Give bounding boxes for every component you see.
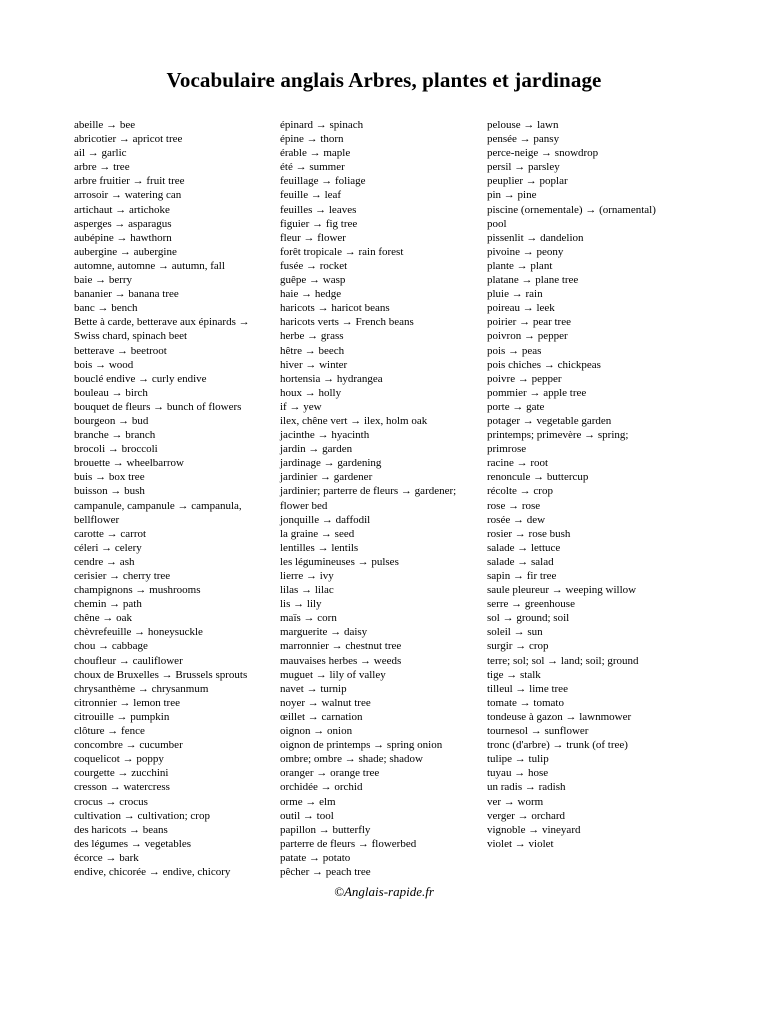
vocabulary-entry: hiver → winter <box>280 358 348 371</box>
vocabulary-entry: hêtre → beech <box>280 344 345 357</box>
vocabulary-entry: bourgeon → bud <box>74 414 149 427</box>
vocabulary-entry: ail → garlic <box>74 147 127 160</box>
page-title: Vocabulaire anglais Arbres, plantes et jardinage <box>166 68 602 92</box>
vocabulary-entry: concombre → cucumber <box>74 739 183 752</box>
vocabulary-entry: tomate → tomato <box>487 696 564 709</box>
vocabulary-entry: potager → vegetable garden <box>487 414 612 427</box>
vocabulary-entry: cultivation → cultivation; crop <box>74 809 210 822</box>
vocabulary-entry: chou → cabbage <box>74 640 148 653</box>
vocabulary-entry: tilleul → lime tree <box>487 682 568 695</box>
vocabulary-entry: clôture → fence <box>74 725 145 738</box>
vocabulary-entry: feuilles → leaves <box>280 203 357 216</box>
vocabulary-entry: guêpe → wasp <box>280 274 346 287</box>
vocabulary-entry: salade → salad <box>487 555 554 568</box>
vocabulary-entry: porte → gate <box>487 400 545 413</box>
vocabulary-entry: bellflower <box>74 513 120 526</box>
vocabulary-entry: bouclé endive → curly endive <box>74 372 207 385</box>
vocabulary-entry: poireau → leek <box>487 302 555 315</box>
vocabulary-entry: des légumes → vegetables <box>74 837 191 850</box>
vocabulary-column-3 <box>487 118 692 851</box>
vocabulary-entry: oignon → onion <box>280 725 353 738</box>
vocabulary-entry: tronc (d'arbre) → trunk (of tree) <box>487 739 628 752</box>
vocabulary-entry: épinard → spinach <box>280 119 364 131</box>
vocabulary-entry: lentilles → lentils <box>280 541 359 554</box>
vocabulary-entry: abricotier → apricot tree <box>74 133 183 146</box>
vocabulary-entry: tournesol → sunflower <box>487 725 589 738</box>
vocabulary-entry: tuyau → hose <box>487 767 549 780</box>
copyright-footer: ©Anglais-rapide.fr <box>334 884 434 899</box>
vocabulary-entry: banc → bench <box>74 302 138 315</box>
vocabulary-entry: récolte → crop <box>487 485 553 498</box>
vocabulary-entry: abeille → bee <box>74 119 136 131</box>
vocabulary-entry: bouquet de fleurs → bunch of flowers <box>74 400 242 413</box>
vocabulary-entry: saule pleureur → weeping willow <box>487 584 637 597</box>
vocabulary-entry: pommier → apple tree <box>487 386 587 399</box>
vocabulary-entry: haie → hedge <box>280 288 342 301</box>
vocabulary-entry: citrouille → pumpkin <box>74 710 170 723</box>
vocabulary-entry: verger → orchard <box>487 809 565 822</box>
vocabulary-entry: épine → thorn <box>280 133 344 146</box>
vocabulary-entry: forêt tropicale → rain forest <box>280 245 404 258</box>
vocabulary-entry: plante → plant <box>487 259 553 272</box>
vocabulary-entry: Swiss chard, spinach beet <box>74 330 188 343</box>
vocabulary-entry: soleil → sun <box>487 626 543 639</box>
vocabulary-entry: arbre → tree <box>74 161 130 174</box>
vocabulary-entry: tondeuse à gazon → lawnmower <box>487 710 632 723</box>
vocabulary-entry: vignoble → vineyard <box>487 823 581 836</box>
vocabulary-entry: fusée → rocket <box>280 259 348 272</box>
vocabulary-entry: oignon de printemps → spring onion <box>280 739 443 752</box>
vocabulary-entry: pêcher → peach tree <box>280 865 371 878</box>
vocabulary-entry: piscine (ornementale) → (ornamental) <box>487 203 656 216</box>
vocabulary-entry: parterre de fleurs → flowerbed <box>280 837 417 850</box>
vocabulary-column-2 <box>280 118 486 879</box>
vocabulary-entry: hortensia → hydrangea <box>280 372 383 385</box>
vocabulary-entry: serre → greenhouse <box>487 598 575 611</box>
vocabulary-entry: un radis → radish <box>487 781 566 794</box>
vocabulary-entry: sol → ground; soil <box>487 612 570 625</box>
vocabulary-entry: œillet → carnation <box>280 710 363 723</box>
vocabulary-entry: chrysanthème → chrysanmum <box>74 682 209 695</box>
vocabulary-entry: pin → pine <box>487 189 537 202</box>
vocabulary-entry: mauvaises herbes → weeds <box>280 654 402 667</box>
vocabulary-entry: artichaut → artichoke <box>74 203 170 216</box>
vocabulary-entry: marguerite → daisy <box>280 626 368 639</box>
vocabulary-entry: lilas → lilac <box>280 584 334 597</box>
vocabulary-entry: les légumineuses → pulses <box>280 555 399 568</box>
vocabulary-entry: cendre → ash <box>74 555 135 568</box>
vocabulary-entry: pelouse → lawn <box>487 119 559 131</box>
vocabulary-entry: buis → box tree <box>74 471 145 484</box>
vocabulary-entry: des haricots → beans <box>74 823 168 836</box>
vocabulary-entry: sapin → fir tree <box>487 570 557 582</box>
vocabulary-entry: automne, automne → autumn, fall <box>74 259 225 272</box>
vocabulary-entry: carotte → carrot <box>74 527 147 540</box>
vocabulary-entry: haricots → haricot beans <box>280 302 390 315</box>
vocabulary-entry: brocoli → broccoli <box>74 443 158 456</box>
vocabulary-entry: surgir → crop <box>487 640 549 653</box>
vocabulary-entry: la graine → seed <box>280 527 355 540</box>
vocabulary-entry: tige → stalk <box>487 668 541 681</box>
vocabulary-entry: ilex, chêne vert → ilex, holm oak <box>280 414 428 427</box>
vocabulary-entry: arbre fruitier → fruit tree <box>74 175 185 188</box>
vocabulary-entry: cresson → watercress <box>74 781 170 794</box>
vocabulary-entry: marronnier → chestnut tree <box>280 640 402 653</box>
vocabulary-entry: branche → branch <box>74 429 156 442</box>
vocabulary-entry: poivre → pepper <box>487 372 562 385</box>
vocabulary-entry: outil → tool <box>280 809 334 822</box>
vocabulary-entry: aubergine → aubergine <box>74 245 177 258</box>
vocabulary-entry: oranger → orange tree <box>280 767 380 780</box>
vocabulary-entry: racine → root <box>487 457 549 470</box>
vocabulary-entry: arrosoir → watering can <box>74 189 182 202</box>
vocabulary-entry: érable → maple <box>280 147 351 160</box>
vocabulary-entry: baie → berry <box>74 274 133 287</box>
vocabulary-entry: printemps; primevère → spring; <box>487 429 629 442</box>
vocabulary-entry: terre; sol; sol → land; soil; ground <box>487 654 639 667</box>
vocabulary-entry: jardinier; parterre de fleurs → gardener; <box>280 485 457 498</box>
vocabulary-entry: choufleur → cauliflower <box>74 654 183 667</box>
vocabulary-entry: pois chiches → chickpeas <box>487 358 601 371</box>
vocabulary-entry: jonquille → daffodil <box>280 513 371 526</box>
vocabulary-entry: cerisier → cherry tree <box>74 570 171 582</box>
vocabulary-entry: salade → lettuce <box>487 541 561 554</box>
vocabulary-entry: bouleau → birch <box>74 386 148 399</box>
vocabulary-entry: renoncule → buttercup <box>487 471 589 484</box>
vocabulary-entry: ombre; ombre → shade; shadow <box>280 753 423 766</box>
vocabulary-entry: herbe → grass <box>280 330 344 343</box>
vocabulary-entry: rose → rose <box>487 499 541 512</box>
vocabulary-entry: poivron → pepper <box>487 330 568 343</box>
vocabulary-entry: coquelicot → poppy <box>74 753 164 766</box>
vocabulary-entry: pois → peas <box>487 344 542 357</box>
vocabulary-entry: Bette à carde, betterave aux épinards → <box>74 316 250 329</box>
vocabulary-entry: chemin → path <box>74 598 142 611</box>
vocabulary-entry: lis → lily <box>280 598 322 611</box>
vocabulary-entry: violet → violet <box>487 837 554 850</box>
vocabulary-entry: pool <box>487 217 507 230</box>
vocabulary-entry: écorce → bark <box>74 851 139 864</box>
vocabulary-entry: buisson → bush <box>74 485 145 498</box>
vocabulary-entry: jardinier → gardener <box>280 471 373 484</box>
vocabulary-entry: if → yew <box>280 400 322 413</box>
vocabulary-entry: champignons → mushrooms <box>74 584 201 597</box>
vocabulary-entry: pivoine → peony <box>487 245 564 258</box>
vocabulary-entry: bananier → banana tree <box>74 288 179 301</box>
vocabulary-entry: chèvrefeuille → honeysuckle <box>74 626 203 639</box>
vocabulary-entry: navet → turnip <box>280 682 347 695</box>
vocabulary-entry: jardinage → gardening <box>280 457 382 470</box>
vocabulary-entry: muguet → lily of valley <box>280 668 386 681</box>
vocabulary-entry: maïs → corn <box>280 612 337 625</box>
vocabulary-entry: fleur → flower <box>280 231 346 244</box>
vocabulary-entry: noyer → walnut tree <box>280 696 371 709</box>
vocabulary-entry: papillon → butterfly <box>280 823 371 836</box>
vocabulary-entry: perce-neige → snowdrop <box>487 147 599 160</box>
vocabulary-entry: endive, chicorée → endive, chicory <box>74 865 231 878</box>
vocabulary-entry: asperges → asparagus <box>74 217 172 230</box>
vocabulary-entry: tulipe → tulip <box>487 753 549 766</box>
vocabulary-entry: primrose <box>487 443 527 456</box>
vocabulary-entry: orchidée → orchid <box>280 781 363 794</box>
vocabulary-entry: feuille → leaf <box>280 189 342 202</box>
vocabulary-entry: pluie → rain <box>487 288 543 301</box>
vocabulary-entry: crocus → crocus <box>74 795 148 808</box>
vocabulary-entry: haricots verts → French beans <box>280 316 414 329</box>
vocabulary-entry: jardin → garden <box>280 443 353 456</box>
vocabulary-entry: houx → holly <box>280 386 342 399</box>
vocabulary-entry: poirier → pear tree <box>487 316 571 329</box>
vocabulary-entry: été → summer <box>280 161 345 174</box>
vocabulary-entry: rosée → dew <box>487 513 546 526</box>
vocabulary-entry: courgette → zucchini <box>74 767 169 780</box>
vocabulary-entry: pensée → pansy <box>487 133 560 146</box>
vocabulary-entry: ver → worm <box>487 795 544 808</box>
vocabulary-entry: céleri → celery <box>74 541 142 554</box>
vocabulary-entry: rosier → rose bush <box>487 527 571 540</box>
vocabulary-entry: patate → potato <box>280 851 351 864</box>
vocabulary-entry: brouette → wheelbarrow <box>74 457 184 470</box>
vocabulary-entry: aubépine → hawthorn <box>74 231 172 244</box>
vocabulary-column-1 <box>74 118 280 879</box>
vocabulary-entry: citronnier → lemon tree <box>74 696 180 709</box>
vocabulary-entry: chêne → oak <box>74 612 133 625</box>
vocabulary-entry: lierre → ivy <box>280 570 334 582</box>
vocabulary-entry: flower bed <box>280 499 328 512</box>
vocabulary-entry: persil → parsley <box>487 161 560 174</box>
vocabulary-entry: campanule, campanule → campanula, <box>74 499 242 512</box>
vocabulary-entry: figuier → fig tree <box>280 217 358 230</box>
vocabulary-entry: choux de Bruxelles → Brussels sprouts <box>74 668 248 681</box>
vocabulary-entry: pissenlit → dandelion <box>487 231 584 244</box>
vocabulary-entry: feuillage → foliage <box>280 175 366 188</box>
vocabulary-entry: jacinthe → hyacinth <box>280 429 370 442</box>
vocabulary-entry: peuplier → poplar <box>487 175 568 188</box>
vocabulary-entry: betterave → beetroot <box>74 344 167 357</box>
vocabulary-entry: platane → plane tree <box>487 274 579 287</box>
vocabulary-entry: bois → wood <box>74 358 134 371</box>
vocabulary-entry: orme → elm <box>280 795 336 808</box>
